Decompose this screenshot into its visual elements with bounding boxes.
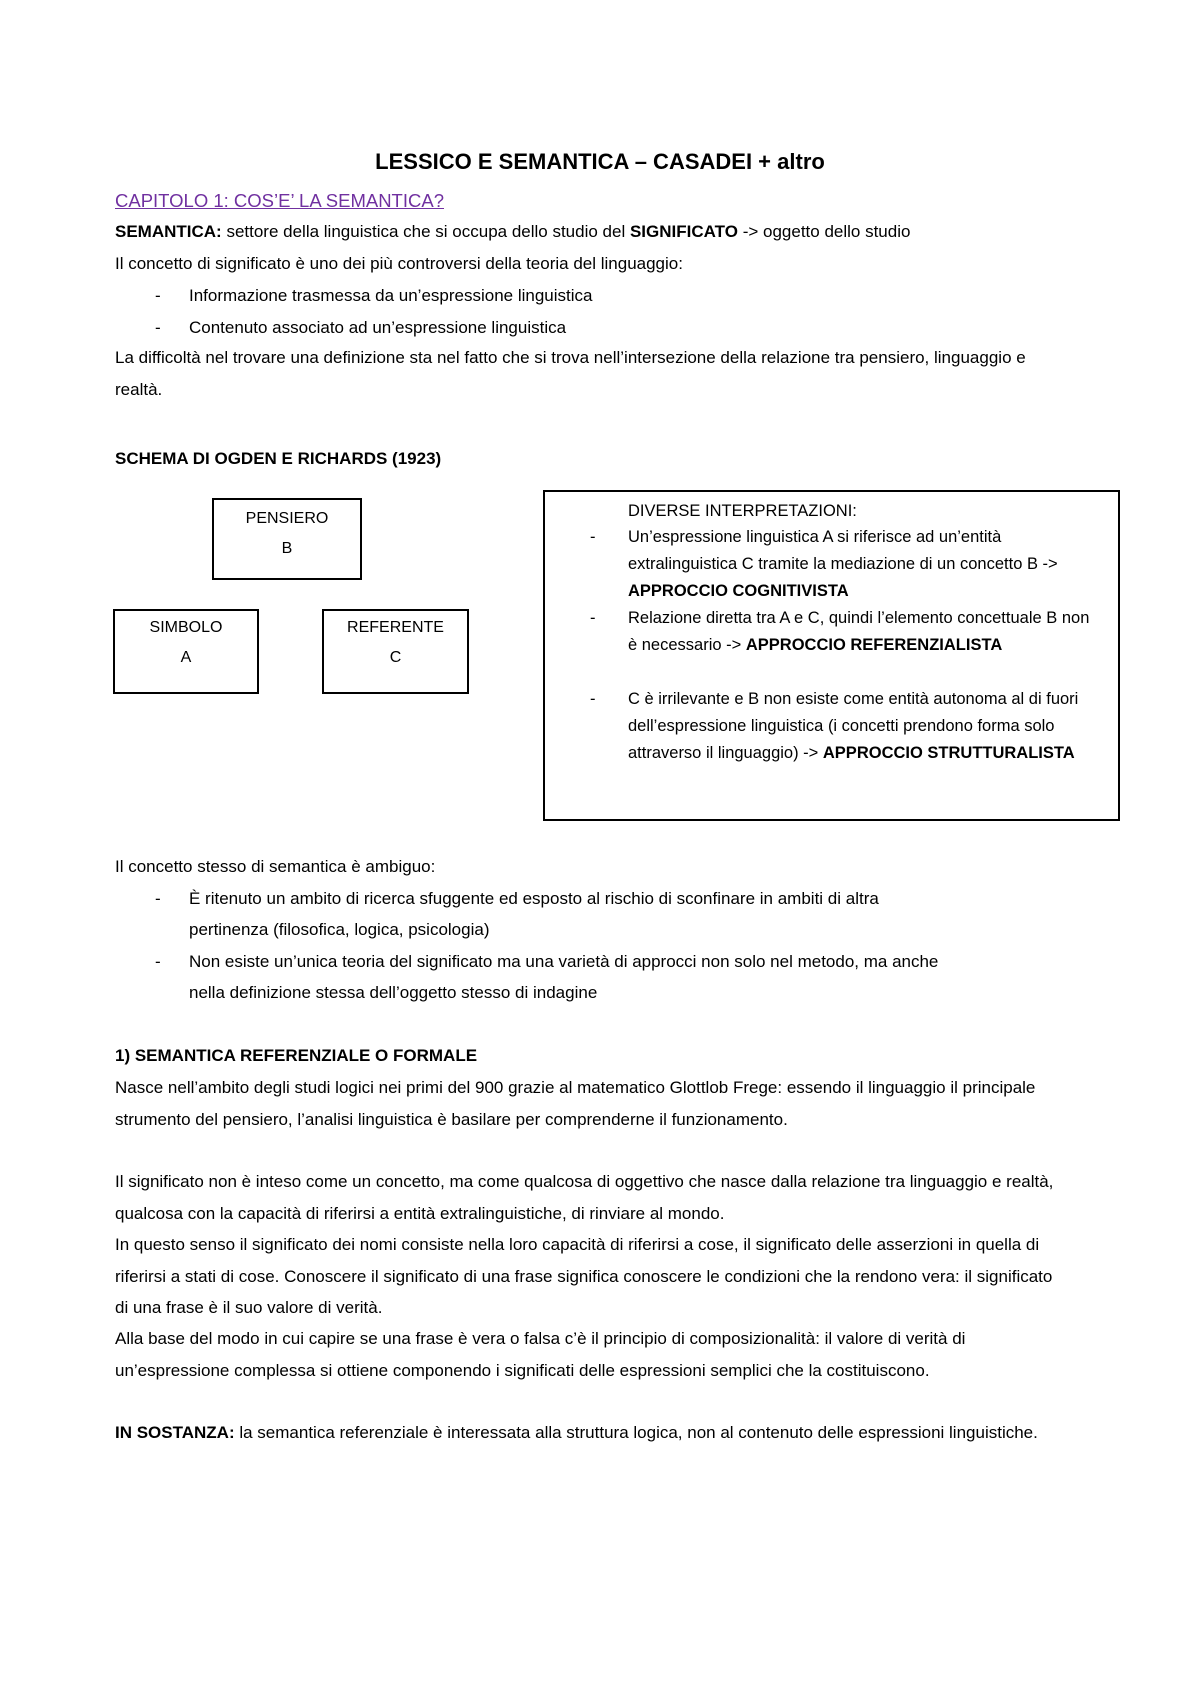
interpretations-heading: DIVERSE INTERPRETAZIONI: <box>628 502 857 520</box>
bullet-dash: - <box>155 952 161 971</box>
pensiero-box <box>212 498 362 580</box>
list-item-text: Informazione trasmessa da un’espressione linguistica <box>189 286 593 305</box>
bullet-dash: - <box>590 609 596 627</box>
bullet-dash: - <box>590 690 596 708</box>
intro-line: Il concetto di significato è uno dei più controversi della teoria del linguaggio: <box>115 254 683 273</box>
section-paragraph: In questo senso il significato dei nomi consiste nella loro capacità di riferirsi a cose, il significato delle asserzioni in quella di riferirsi a stati di cose. Conoscere il significato di una frase significa conoscere le condizioni che la rendono vera: il significato di una frase è il suo valore di verità. <box>115 1235 1053 1317</box>
list-item-text: Contenuto associato ad un’espressione linguistica <box>189 318 567 337</box>
bullet-dash: - <box>155 889 161 908</box>
list-item-text: nella definizione stessa dell’oggetto stesso di indagine <box>189 983 598 1002</box>
referente-box <box>322 609 469 694</box>
pensiero-label: PENSIERO <box>245 510 329 527</box>
semantica-definition <box>115 216 1075 248</box>
bullet-dash: - <box>590 528 596 546</box>
referente-letter: C <box>389 649 402 666</box>
chapter-heading: CAPITOLO 1: COS’E’ LA SEMANTICA? <box>115 190 444 211</box>
schema-heading: SCHEMA DI OGDEN E RICHARDS (1923) <box>115 449 442 468</box>
list-item-text: Un’espressione linguistica A si riferisce ad un’entità extralinguistica C tramite la mediazione di un concetto B -> APPROCCIO COGNITIVISTA <box>628 528 1058 600</box>
definition-keyword: SIGNIFICATO <box>629 222 738 241</box>
list-item-text: Relazione diretta tra A e C, quindi l’elemento concettuale B non è necessario -> APPROCCIO REFERENZIALISTA <box>628 609 1090 654</box>
section-heading: 1) SEMANTICA REFERENZIALE O FORMALE <box>115 1046 478 1065</box>
summary-label: IN SOSTANZA: <box>115 1423 235 1442</box>
referente-label: REFERENTE <box>347 619 444 636</box>
section-paragraph: Il significato non è inteso come un concetto, ma come qualcosa di oggettivo che nasce dalla relazione tra linguaggio e realtà, qualcosa con la capacità di riferirsi a entità extralinguistiche, di rinviare al mondo. <box>115 1172 1054 1223</box>
ambiguity-intro: Il concetto stesso di semantica è ambiguo: <box>115 857 436 876</box>
summary-text: la semantica referenziale è interessata alla struttura logica, non al contenuto delle espressioni linguistiche. <box>234 1423 1038 1442</box>
section-paragraph: Nasce nell’ambito degli studi logici nei primi del 900 grazie al matematico Glottlob Frege: essendo il linguaggio il principale strumento del pensiero, l’analisi linguistica è basilare per comprenderne il funzionamento. <box>115 1078 1036 1129</box>
pensiero-letter: B <box>281 540 293 557</box>
interpretations-box <box>543 490 1120 821</box>
intro-paragraph: La difficoltà nel trovare una definizione sta nel fatto che si trova nell’intersezione della relazione tra pensiero, linguaggio e realtà. <box>115 348 1026 399</box>
list-item-text: C è irrilevante e B non esiste come entità autonoma al di fuori dell’espressione linguistica (i concetti prendono forma solo attraverso il linguaggio) -> APPROCCIO STRUTTURALISTA <box>628 690 1079 762</box>
bullet-dash: - <box>155 318 161 337</box>
simbolo-letter: A <box>180 649 192 666</box>
list-item-text: Non esiste un’unica teoria del significato ma una varietà di approcci non solo nel metodo, ma anche <box>189 952 939 971</box>
simbolo-box <box>113 609 259 694</box>
simbolo-label: SIMBOLO <box>149 619 223 636</box>
bullet-dash: - <box>155 286 161 305</box>
document-title: LESSICO E SEMANTICA – CASADEI + altro <box>375 149 825 174</box>
definition-end: -> oggetto dello studio <box>737 222 911 241</box>
list-item-text: È ritenuto un ambito di ricerca sfuggente ed esposto al rischio di sconfinare in ambiti di altra <box>189 889 879 908</box>
summary-paragraph <box>115 1417 1065 1449</box>
definition-label: SEMANTICA: <box>115 222 222 241</box>
list-item-text: pertinenza (filosofica, logica, psicologia) <box>189 920 490 939</box>
definition-text: settore della linguistica che si occupa dello studio del <box>221 222 630 241</box>
section-paragraph: Alla base del modo in cui capire se una frase è vera o falsa c’è il principio di composizionalità: il valore di verità di un’espressione complessa si ottiene componendo i significati delle espressioni semplici che la costituiscono. <box>115 1329 966 1380</box>
